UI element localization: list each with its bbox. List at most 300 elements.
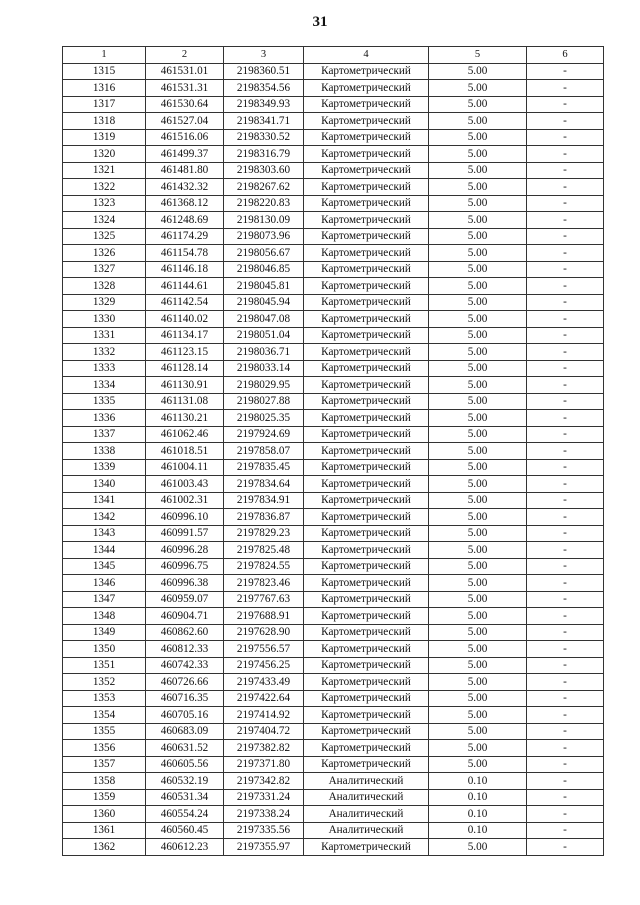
- table-row: [63, 822, 604, 839]
- x-coordinate-cell: 460742.33: [146, 657, 224, 674]
- note-cell: -: [527, 674, 604, 691]
- accuracy-cell: 5.00: [429, 509, 527, 526]
- accuracy-cell: 5.00: [429, 162, 527, 179]
- accuracy-cell: 0.10: [429, 822, 527, 839]
- note-cell: -: [527, 608, 604, 625]
- x-coordinate-cell: 460531.34: [146, 789, 224, 806]
- method-cell: Картометрический: [304, 608, 429, 625]
- method-cell: Картометрический: [304, 476, 429, 493]
- note-cell: -: [527, 212, 604, 229]
- y-coordinate-cell: 2197836.87: [224, 509, 304, 526]
- method-cell: Картометрический: [304, 195, 429, 212]
- note-cell: -: [527, 624, 604, 641]
- x-coordinate-cell: 460991.57: [146, 525, 224, 542]
- point-number-cell: 1354: [63, 707, 146, 724]
- note-cell: -: [527, 311, 604, 328]
- method-cell: Картометрический: [304, 377, 429, 394]
- note-cell: -: [527, 756, 604, 773]
- point-number-cell: 1355: [63, 723, 146, 740]
- column-header: 6: [527, 47, 604, 64]
- note-cell: -: [527, 690, 604, 707]
- table-row: [63, 360, 604, 377]
- point-number-cell: 1318: [63, 113, 146, 130]
- accuracy-cell: 5.00: [429, 294, 527, 311]
- table-row: [63, 212, 604, 229]
- point-number-cell: 1339: [63, 459, 146, 476]
- table-row: [63, 806, 604, 823]
- point-number-cell: 1349: [63, 624, 146, 641]
- x-coordinate-cell: 460705.16: [146, 707, 224, 724]
- accuracy-cell: 5.00: [429, 558, 527, 575]
- note-cell: -: [527, 822, 604, 839]
- y-coordinate-cell: 2197829.23: [224, 525, 304, 542]
- accuracy-cell: 5.00: [429, 146, 527, 163]
- y-coordinate-cell: 2198045.81: [224, 278, 304, 295]
- y-coordinate-cell: 2198045.94: [224, 294, 304, 311]
- note-cell: -: [527, 492, 604, 509]
- x-coordinate-cell: 461368.12: [146, 195, 224, 212]
- point-number-cell: 1346: [63, 575, 146, 592]
- accuracy-cell: 5.00: [429, 839, 527, 856]
- table-row: [63, 707, 604, 724]
- accuracy-cell: 5.00: [429, 129, 527, 146]
- point-number-cell: 1317: [63, 96, 146, 113]
- point-number-cell: 1350: [63, 641, 146, 658]
- y-coordinate-cell: 2197835.45: [224, 459, 304, 476]
- y-coordinate-cell: 2198033.14: [224, 360, 304, 377]
- point-number-cell: 1329: [63, 294, 146, 311]
- note-cell: -: [527, 558, 604, 575]
- x-coordinate-cell: 461527.04: [146, 113, 224, 130]
- x-coordinate-cell: 461140.02: [146, 311, 224, 328]
- table-row: [63, 311, 604, 328]
- y-coordinate-cell: 2198056.67: [224, 245, 304, 262]
- table-row: [63, 509, 604, 526]
- y-coordinate-cell: 2198027.88: [224, 393, 304, 410]
- x-coordinate-cell: 461144.61: [146, 278, 224, 295]
- method-cell: Картометрический: [304, 212, 429, 229]
- point-number-cell: 1333: [63, 360, 146, 377]
- point-number-cell: 1330: [63, 311, 146, 328]
- accuracy-cell: 5.00: [429, 113, 527, 130]
- note-cell: -: [527, 707, 604, 724]
- coordinates-table: [62, 46, 604, 856]
- table-row: [63, 80, 604, 97]
- point-number-cell: 1338: [63, 443, 146, 460]
- point-number-cell: 1323: [63, 195, 146, 212]
- table-row: [63, 96, 604, 113]
- table-row: [63, 558, 604, 575]
- y-coordinate-cell: 2198267.62: [224, 179, 304, 196]
- table-row: [63, 542, 604, 559]
- note-cell: -: [527, 509, 604, 526]
- note-cell: -: [527, 476, 604, 493]
- method-cell: Картометрический: [304, 261, 429, 278]
- table-row: [63, 789, 604, 806]
- accuracy-cell: 5.00: [429, 756, 527, 773]
- accuracy-cell: 5.00: [429, 608, 527, 625]
- y-coordinate-cell: 2197924.69: [224, 426, 304, 443]
- y-coordinate-cell: 2198036.71: [224, 344, 304, 361]
- note-cell: -: [527, 96, 604, 113]
- y-coordinate-cell: 2197824.55: [224, 558, 304, 575]
- table-body: [63, 63, 604, 855]
- x-coordinate-cell: 461432.32: [146, 179, 224, 196]
- y-coordinate-cell: 2198303.60: [224, 162, 304, 179]
- method-cell: Картометрический: [304, 294, 429, 311]
- y-coordinate-cell: 2198354.56: [224, 80, 304, 97]
- note-cell: -: [527, 657, 604, 674]
- table-row: [63, 641, 604, 658]
- table-row: [63, 443, 604, 460]
- method-cell: Картометрический: [304, 278, 429, 295]
- point-number-cell: 1328: [63, 278, 146, 295]
- method-cell: Картометрический: [304, 674, 429, 691]
- note-cell: -: [527, 377, 604, 394]
- table-row: [63, 410, 604, 427]
- method-cell: Картометрический: [304, 228, 429, 245]
- accuracy-cell: 5.00: [429, 327, 527, 344]
- accuracy-cell: 5.00: [429, 707, 527, 724]
- y-coordinate-cell: 2198025.35: [224, 410, 304, 427]
- note-cell: -: [527, 740, 604, 757]
- table-row: [63, 245, 604, 262]
- accuracy-cell: 5.00: [429, 410, 527, 427]
- y-coordinate-cell: 2197404.72: [224, 723, 304, 740]
- point-number-cell: 1337: [63, 426, 146, 443]
- method-cell: Картометрический: [304, 113, 429, 130]
- method-cell: Аналитический: [304, 806, 429, 823]
- table-row: [63, 459, 604, 476]
- accuracy-cell: 5.00: [429, 212, 527, 229]
- method-cell: Картометрический: [304, 162, 429, 179]
- x-coordinate-cell: 461002.31: [146, 492, 224, 509]
- point-number-cell: 1321: [63, 162, 146, 179]
- accuracy-cell: 5.00: [429, 624, 527, 641]
- y-coordinate-cell: 2198220.83: [224, 195, 304, 212]
- y-coordinate-cell: 2198047.08: [224, 311, 304, 328]
- table-row: [63, 261, 604, 278]
- accuracy-cell: 5.00: [429, 393, 527, 410]
- method-cell: Картометрический: [304, 146, 429, 163]
- note-cell: -: [527, 162, 604, 179]
- table-row: [63, 839, 604, 856]
- y-coordinate-cell: 2197767.63: [224, 591, 304, 608]
- point-number-cell: 1361: [63, 822, 146, 839]
- table-row: [63, 278, 604, 295]
- x-coordinate-cell: 460812.33: [146, 641, 224, 658]
- y-coordinate-cell: 2197823.46: [224, 575, 304, 592]
- x-coordinate-cell: 461004.11: [146, 459, 224, 476]
- accuracy-cell: 5.00: [429, 492, 527, 509]
- point-number-cell: 1341: [63, 492, 146, 509]
- accuracy-cell: 5.00: [429, 657, 527, 674]
- x-coordinate-cell: 461481.80: [146, 162, 224, 179]
- table-row: [63, 740, 604, 757]
- note-cell: -: [527, 723, 604, 740]
- accuracy-cell: 5.00: [429, 690, 527, 707]
- column-header: 4: [304, 47, 429, 64]
- method-cell: Картометрический: [304, 690, 429, 707]
- y-coordinate-cell: 2197556.57: [224, 641, 304, 658]
- accuracy-cell: 5.00: [429, 245, 527, 262]
- note-cell: -: [527, 806, 604, 823]
- y-coordinate-cell: 2197422.64: [224, 690, 304, 707]
- method-cell: Картометрический: [304, 707, 429, 724]
- accuracy-cell: 5.00: [429, 459, 527, 476]
- accuracy-cell: 5.00: [429, 426, 527, 443]
- method-cell: Картометрический: [304, 327, 429, 344]
- point-number-cell: 1315: [63, 63, 146, 80]
- table-row: [63, 575, 604, 592]
- y-coordinate-cell: 2197355.97: [224, 839, 304, 856]
- x-coordinate-cell: 461003.43: [146, 476, 224, 493]
- method-cell: Картометрический: [304, 723, 429, 740]
- table-row: [63, 674, 604, 691]
- table-row: [63, 591, 604, 608]
- x-coordinate-cell: 461516.06: [146, 129, 224, 146]
- method-cell: Картометрический: [304, 756, 429, 773]
- point-number-cell: 1358: [63, 773, 146, 790]
- x-coordinate-cell: 460862.60: [146, 624, 224, 641]
- method-cell: Картометрический: [304, 63, 429, 80]
- point-number-cell: 1322: [63, 179, 146, 196]
- column-header: 1: [63, 47, 146, 64]
- method-cell: Картометрический: [304, 410, 429, 427]
- accuracy-cell: 5.00: [429, 641, 527, 658]
- accuracy-cell: 5.00: [429, 575, 527, 592]
- point-number-cell: 1356: [63, 740, 146, 757]
- y-coordinate-cell: 2198330.52: [224, 129, 304, 146]
- y-coordinate-cell: 2198316.79: [224, 146, 304, 163]
- point-number-cell: 1320: [63, 146, 146, 163]
- x-coordinate-cell: 461130.91: [146, 377, 224, 394]
- method-cell: Картометрический: [304, 344, 429, 361]
- note-cell: -: [527, 228, 604, 245]
- x-coordinate-cell: 460631.52: [146, 740, 224, 757]
- y-coordinate-cell: 2198360.51: [224, 63, 304, 80]
- note-cell: -: [527, 245, 604, 262]
- point-number-cell: 1335: [63, 393, 146, 410]
- method-cell: Картометрический: [304, 641, 429, 658]
- x-coordinate-cell: 461174.29: [146, 228, 224, 245]
- method-cell: Картометрический: [304, 839, 429, 856]
- note-cell: -: [527, 525, 604, 542]
- method-cell: Картометрический: [304, 426, 429, 443]
- point-number-cell: 1352: [63, 674, 146, 691]
- table-row: [63, 723, 604, 740]
- note-cell: -: [527, 575, 604, 592]
- x-coordinate-cell: 461134.17: [146, 327, 224, 344]
- x-coordinate-cell: 461530.64: [146, 96, 224, 113]
- accuracy-cell: 5.00: [429, 360, 527, 377]
- note-cell: -: [527, 360, 604, 377]
- y-coordinate-cell: 2197433.49: [224, 674, 304, 691]
- point-number-cell: 1347: [63, 591, 146, 608]
- note-cell: -: [527, 591, 604, 608]
- note-cell: -: [527, 426, 604, 443]
- x-coordinate-cell: 461018.51: [146, 443, 224, 460]
- note-cell: -: [527, 146, 604, 163]
- column-header: 3: [224, 47, 304, 64]
- accuracy-cell: 0.10: [429, 806, 527, 823]
- table-row: [63, 195, 604, 212]
- x-coordinate-cell: 460605.56: [146, 756, 224, 773]
- table-row: [63, 129, 604, 146]
- method-cell: Картометрический: [304, 443, 429, 460]
- accuracy-cell: 0.10: [429, 773, 527, 790]
- note-cell: -: [527, 459, 604, 476]
- table-row: [63, 756, 604, 773]
- note-cell: -: [527, 410, 604, 427]
- accuracy-cell: 5.00: [429, 476, 527, 493]
- point-number-cell: 1357: [63, 756, 146, 773]
- note-cell: -: [527, 443, 604, 460]
- y-coordinate-cell: 2197338.24: [224, 806, 304, 823]
- method-cell: Картометрический: [304, 525, 429, 542]
- y-coordinate-cell: 2198341.71: [224, 113, 304, 130]
- y-coordinate-cell: 2197688.91: [224, 608, 304, 625]
- x-coordinate-cell: 461146.18: [146, 261, 224, 278]
- y-coordinate-cell: 2197331.24: [224, 789, 304, 806]
- note-cell: -: [527, 327, 604, 344]
- note-cell: -: [527, 773, 604, 790]
- point-number-cell: 1336: [63, 410, 146, 427]
- table-row: [63, 228, 604, 245]
- x-coordinate-cell: 461531.31: [146, 80, 224, 97]
- column-header: 2: [146, 47, 224, 64]
- point-number-cell: 1324: [63, 212, 146, 229]
- point-number-cell: 1351: [63, 657, 146, 674]
- accuracy-cell: 5.00: [429, 96, 527, 113]
- y-coordinate-cell: 2197858.07: [224, 443, 304, 460]
- accuracy-cell: 5.00: [429, 80, 527, 97]
- accuracy-cell: 5.00: [429, 278, 527, 295]
- table-row: [63, 426, 604, 443]
- x-coordinate-cell: 460996.75: [146, 558, 224, 575]
- point-number-cell: 1348: [63, 608, 146, 625]
- method-cell: Картометрический: [304, 96, 429, 113]
- method-cell: Картометрический: [304, 542, 429, 559]
- accuracy-cell: 5.00: [429, 377, 527, 394]
- y-coordinate-cell: 2198046.85: [224, 261, 304, 278]
- method-cell: Картометрический: [304, 740, 429, 757]
- x-coordinate-cell: 460996.38: [146, 575, 224, 592]
- method-cell: Картометрический: [304, 591, 429, 608]
- x-coordinate-cell: 460554.24: [146, 806, 224, 823]
- method-cell: Картометрический: [304, 509, 429, 526]
- table-row: [63, 657, 604, 674]
- table-row: [63, 608, 604, 625]
- x-coordinate-cell: 460904.71: [146, 608, 224, 625]
- table-row: [63, 476, 604, 493]
- y-coordinate-cell: 2197371.80: [224, 756, 304, 773]
- x-coordinate-cell: 461131.08: [146, 393, 224, 410]
- note-cell: -: [527, 179, 604, 196]
- note-cell: -: [527, 393, 604, 410]
- point-number-cell: 1319: [63, 129, 146, 146]
- method-cell: Аналитический: [304, 789, 429, 806]
- point-number-cell: 1327: [63, 261, 146, 278]
- table-row: [63, 624, 604, 641]
- point-number-cell: 1326: [63, 245, 146, 262]
- y-coordinate-cell: 2197628.90: [224, 624, 304, 641]
- note-cell: -: [527, 839, 604, 856]
- accuracy-cell: 5.00: [429, 591, 527, 608]
- x-coordinate-cell: 461154.78: [146, 245, 224, 262]
- y-coordinate-cell: 2198051.04: [224, 327, 304, 344]
- note-cell: -: [527, 261, 604, 278]
- y-coordinate-cell: 2198130.09: [224, 212, 304, 229]
- note-cell: -: [527, 789, 604, 806]
- point-number-cell: 1343: [63, 525, 146, 542]
- note-cell: -: [527, 129, 604, 146]
- accuracy-cell: 5.00: [429, 311, 527, 328]
- note-cell: -: [527, 278, 604, 295]
- x-coordinate-cell: 460996.10: [146, 509, 224, 526]
- x-coordinate-cell: 461130.21: [146, 410, 224, 427]
- x-coordinate-cell: 460612.23: [146, 839, 224, 856]
- page-number: 31: [312, 14, 328, 30]
- y-coordinate-cell: 2198073.96: [224, 228, 304, 245]
- method-cell: Картометрический: [304, 624, 429, 641]
- method-cell: Картометрический: [304, 558, 429, 575]
- x-coordinate-cell: 460716.35: [146, 690, 224, 707]
- accuracy-cell: 5.00: [429, 228, 527, 245]
- accuracy-cell: 5.00: [429, 542, 527, 559]
- y-coordinate-cell: 2197342.82: [224, 773, 304, 790]
- table-row: [63, 179, 604, 196]
- table-row: [63, 146, 604, 163]
- x-coordinate-cell: 461248.69: [146, 212, 224, 229]
- point-number-cell: 1325: [63, 228, 146, 245]
- table-row: [63, 162, 604, 179]
- y-coordinate-cell: 2197834.64: [224, 476, 304, 493]
- point-number-cell: 1362: [63, 839, 146, 856]
- table-row: [63, 377, 604, 394]
- table-row: [63, 393, 604, 410]
- note-cell: -: [527, 294, 604, 311]
- point-number-cell: 1360: [63, 806, 146, 823]
- note-cell: -: [527, 113, 604, 130]
- x-coordinate-cell: 460683.09: [146, 723, 224, 740]
- x-coordinate-cell: 460726.66: [146, 674, 224, 691]
- table-row: [63, 690, 604, 707]
- method-cell: Картометрический: [304, 80, 429, 97]
- y-coordinate-cell: 2197834.91: [224, 492, 304, 509]
- y-coordinate-cell: 2197456.25: [224, 657, 304, 674]
- accuracy-cell: 5.00: [429, 261, 527, 278]
- method-cell: Картометрический: [304, 657, 429, 674]
- table-row: [63, 773, 604, 790]
- x-coordinate-cell: 460959.07: [146, 591, 224, 608]
- accuracy-cell: 5.00: [429, 674, 527, 691]
- x-coordinate-cell: 460996.28: [146, 542, 224, 559]
- point-number-cell: 1345: [63, 558, 146, 575]
- table-row: [63, 327, 604, 344]
- note-cell: -: [527, 344, 604, 361]
- method-cell: Картометрический: [304, 311, 429, 328]
- table-row: [63, 113, 604, 130]
- accuracy-cell: 5.00: [429, 443, 527, 460]
- x-coordinate-cell: 461062.46: [146, 426, 224, 443]
- accuracy-cell: 5.00: [429, 195, 527, 212]
- method-cell: Картометрический: [304, 245, 429, 262]
- accuracy-cell: 5.00: [429, 344, 527, 361]
- note-cell: -: [527, 63, 604, 80]
- note-cell: -: [527, 195, 604, 212]
- table-row: [63, 294, 604, 311]
